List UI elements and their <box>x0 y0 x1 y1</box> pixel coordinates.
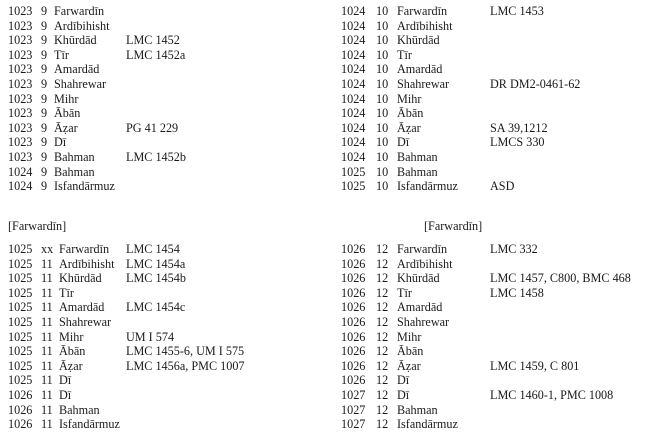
month-cell: Mihr <box>397 91 422 106</box>
year-cell: 1027 <box>341 387 366 402</box>
year-cell: 1023 <box>8 120 33 135</box>
year-cell: 1026 <box>341 358 366 373</box>
month-cell: Ardībihisht <box>59 256 115 271</box>
year-cell: 1024 <box>341 120 366 135</box>
reference-cell: LMC 1458 <box>490 285 544 300</box>
year-cell: 1025 <box>8 242 33 256</box>
reference-cell: LMC 1452b <box>126 149 186 164</box>
month-cell: Āẓar <box>54 120 78 135</box>
month-cell: Khūrdād <box>59 271 102 286</box>
reference-cell: LMC 1459, C 801 <box>490 358 580 373</box>
month-cell: Amardād <box>54 62 100 77</box>
day-cell: 11 <box>41 256 53 271</box>
day-cell: 10 <box>376 33 389 48</box>
month-cell: Khūrdād <box>397 33 440 48</box>
year-cell: 1024 <box>341 91 366 106</box>
month-cell: Dī <box>54 135 67 150</box>
day-cell: 12 <box>376 256 389 271</box>
month-cell: Mihr <box>54 91 79 106</box>
reference-cell: LMC 1454b <box>126 271 186 286</box>
day-cell: 11 <box>41 314 53 329</box>
day-cell: 10 <box>376 18 389 33</box>
year-cell: 1023 <box>8 4 33 18</box>
month-cell: Farwardīn <box>59 242 110 256</box>
month-cell: Shahrewar <box>397 314 450 329</box>
day-cell: 12 <box>376 402 389 417</box>
day-cell: 9 <box>41 4 48 18</box>
day-cell: 10 <box>376 91 389 106</box>
year-cell: 1023 <box>8 33 33 48</box>
day-cell: 11 <box>41 285 53 300</box>
year-cell: 1025 <box>8 314 33 329</box>
year-cell: 1026 <box>341 256 366 271</box>
year-cell: 1027 <box>341 417 366 432</box>
year-cell: 1025 <box>8 373 33 388</box>
month-cell: Tīr <box>54 47 69 62</box>
year-cell: 1024 <box>341 62 366 77</box>
year-cell: 1026 <box>341 344 366 359</box>
month-cell: Dī <box>59 387 72 402</box>
day-cell: 9 <box>41 33 48 48</box>
day-cell: 12 <box>376 417 389 432</box>
year-cell: 1026 <box>8 387 33 402</box>
day-cell: 12 <box>376 358 389 373</box>
section-header-right: [Farwardīn] <box>424 219 483 233</box>
day-cell: 10 <box>376 62 389 77</box>
year-cell: 1025 <box>8 329 33 344</box>
day-cell: 9 <box>41 149 48 164</box>
reference-cell: LMC 1452a <box>126 47 186 62</box>
year-cell: 1026 <box>8 402 33 417</box>
year-cell: 1024 <box>341 18 366 33</box>
month-cell: Farwardīn <box>54 4 105 18</box>
month-cell: Tīr <box>397 285 412 300</box>
month-cell: Shahrewar <box>59 314 112 329</box>
year-cell: 1026 <box>341 271 366 286</box>
day-cell: 12 <box>376 344 389 359</box>
day-cell: 11 <box>41 271 53 286</box>
day-cell: 10 <box>376 164 389 179</box>
year-cell: 1025 <box>341 164 366 179</box>
day-cell: 12 <box>376 285 389 300</box>
day-cell: 9 <box>41 47 48 62</box>
month-cell: Isfandārmuz <box>397 417 458 432</box>
month-cell: Isfandārmuz <box>59 417 120 432</box>
year-cell: 1026 <box>341 285 366 300</box>
year-cell: 1025 <box>341 179 366 194</box>
month-cell: Bahman <box>397 164 438 179</box>
year-cell: 1023 <box>8 47 33 62</box>
month-cell: Dī <box>59 373 72 388</box>
day-cell: 9 <box>41 91 48 106</box>
reference-cell: LMC 1453 <box>490 4 544 18</box>
day-cell: 11 <box>41 344 53 359</box>
month-cell: Bahman <box>54 164 95 179</box>
day-cell: 10 <box>376 47 389 62</box>
month-cell: Bahman <box>59 402 100 417</box>
month-cell: Khūrdād <box>397 271 440 286</box>
month-cell: Ardībihisht <box>397 18 453 33</box>
month-cell: Khūrdād <box>54 33 97 48</box>
year-cell: 1024 <box>341 149 366 164</box>
year-cell: 1023 <box>8 62 33 77</box>
year-cell: 1025 <box>8 344 33 359</box>
reference-cell: ASD <box>490 179 515 194</box>
month-cell: Isfandārmuz <box>54 179 115 194</box>
month-cell: Farwardīn <box>397 4 448 18</box>
day-cell: 9 <box>41 135 48 150</box>
year-cell: 1024 <box>341 76 366 91</box>
month-cell: Ābān <box>397 344 424 359</box>
year-cell: 1024 <box>341 47 366 62</box>
year-cell: 1023 <box>8 149 33 164</box>
reference-cell: LMC 1455-6, UM I 575 <box>126 344 245 359</box>
month-cell: Ābān <box>397 106 424 121</box>
month-cell: Bahman <box>397 149 438 164</box>
year-cell: 1023 <box>8 91 33 106</box>
month-cell: Isfandārmuz <box>397 179 458 194</box>
day-cell: 11 <box>41 373 53 388</box>
day-cell: 10 <box>376 76 389 91</box>
month-cell: Ardībihisht <box>54 18 110 33</box>
day-cell: 12 <box>376 300 389 315</box>
year-cell: 1024 <box>8 179 33 194</box>
day-cell: 9 <box>41 106 48 121</box>
year-cell: 1026 <box>341 329 366 344</box>
year-cell: 1025 <box>8 358 33 373</box>
month-cell: Amardād <box>59 300 105 315</box>
year-cell: 1023 <box>8 135 33 150</box>
reference-cell: LMC 1454a <box>126 256 186 271</box>
reference-cell: LMC 1457, C800, BMC 468 <box>490 271 631 286</box>
day-cell: 9 <box>41 164 48 179</box>
day-cell: 12 <box>376 387 389 402</box>
month-cell: Shahrewar <box>397 76 450 91</box>
year-cell: 1026 <box>341 242 366 256</box>
year-cell: 1025 <box>8 285 33 300</box>
day-cell: 11 <box>41 387 53 402</box>
day-cell: 10 <box>376 179 389 194</box>
year-cell: 1025 <box>8 271 33 286</box>
day-cell: 12 <box>376 242 389 256</box>
year-cell: 1026 <box>341 314 366 329</box>
section-header-left: [Farwardīn] <box>8 219 67 233</box>
year-cell: 1026 <box>341 373 366 388</box>
year-cell: 1026 <box>8 417 33 432</box>
month-cell: Dī <box>397 373 410 388</box>
reference-cell: LMC 1454c <box>126 300 186 315</box>
month-cell: Ābān <box>59 344 86 359</box>
day-cell: xx <box>41 242 54 256</box>
year-cell: 1024 <box>8 164 33 179</box>
year-cell: 1025 <box>8 300 33 315</box>
day-cell: 9 <box>41 76 48 91</box>
day-cell: 10 <box>376 106 389 121</box>
day-cell: 9 <box>41 62 48 77</box>
month-cell: Bahman <box>397 402 438 417</box>
reference-cell: PG 41 229 <box>126 120 179 135</box>
day-cell: 9 <box>41 179 48 194</box>
reference-cell: LMC 1456a, PMC 1007 <box>126 358 245 373</box>
reference-cell: LMC 1460-1, PMC 1008 <box>490 387 614 402</box>
year-cell: 1024 <box>341 106 366 121</box>
day-cell: 11 <box>41 358 53 373</box>
month-cell: Dī <box>397 135 410 150</box>
year-cell: 1024 <box>341 135 366 150</box>
year-cell: 1023 <box>8 76 33 91</box>
reference-cell: UM I 574 <box>126 329 175 344</box>
day-cell: 11 <box>41 329 53 344</box>
day-cell: 11 <box>41 417 53 432</box>
month-cell: Farwardīn <box>397 242 448 256</box>
year-cell: 1025 <box>8 256 33 271</box>
year-cell: 1024 <box>341 33 366 48</box>
year-cell: 1026 <box>341 300 366 315</box>
reference-cell: LMC 1454 <box>126 242 180 256</box>
day-cell: 12 <box>376 329 389 344</box>
day-cell: 11 <box>41 402 53 417</box>
month-cell: Shahrewar <box>54 76 107 91</box>
reference-cell: DR DM2-0461-62 <box>490 76 581 91</box>
day-cell: 10 <box>376 149 389 164</box>
month-cell: Mihr <box>59 329 84 344</box>
year-cell: 1024 <box>341 4 366 18</box>
day-cell: 12 <box>376 314 389 329</box>
day-cell: 10 <box>376 135 389 150</box>
month-cell: Ābān <box>54 106 81 121</box>
day-cell: 9 <box>41 120 48 135</box>
day-cell: 10 <box>376 4 389 18</box>
month-cell: Amardād <box>397 62 443 77</box>
year-cell: 1023 <box>8 18 33 33</box>
month-cell: Tīr <box>397 47 412 62</box>
month-cell: Tīr <box>59 285 74 300</box>
month-cell: Āẓar <box>59 358 83 373</box>
reference-cell: LMC 332 <box>490 242 538 256</box>
day-cell: 9 <box>41 18 48 33</box>
month-cell: Amardād <box>397 300 443 315</box>
day-cell: 12 <box>376 271 389 286</box>
month-cell: Dī <box>397 387 410 402</box>
month-cell: Mihr <box>397 329 422 344</box>
reference-cell: LMC 1452 <box>126 33 180 48</box>
day-cell: 11 <box>41 300 53 315</box>
month-cell: Bahman <box>54 149 95 164</box>
month-cell: Ardībihisht <box>397 256 453 271</box>
reference-cell: LMCS 330 <box>490 135 545 150</box>
reference-cell: SA 39,1212 <box>490 120 548 135</box>
year-cell: 1023 <box>8 106 33 121</box>
month-cell: Āẓar <box>397 358 421 373</box>
month-cell: Āẓar <box>397 120 421 135</box>
day-cell: 10 <box>376 120 389 135</box>
year-cell: 1027 <box>341 402 366 417</box>
day-cell: 12 <box>376 373 389 388</box>
